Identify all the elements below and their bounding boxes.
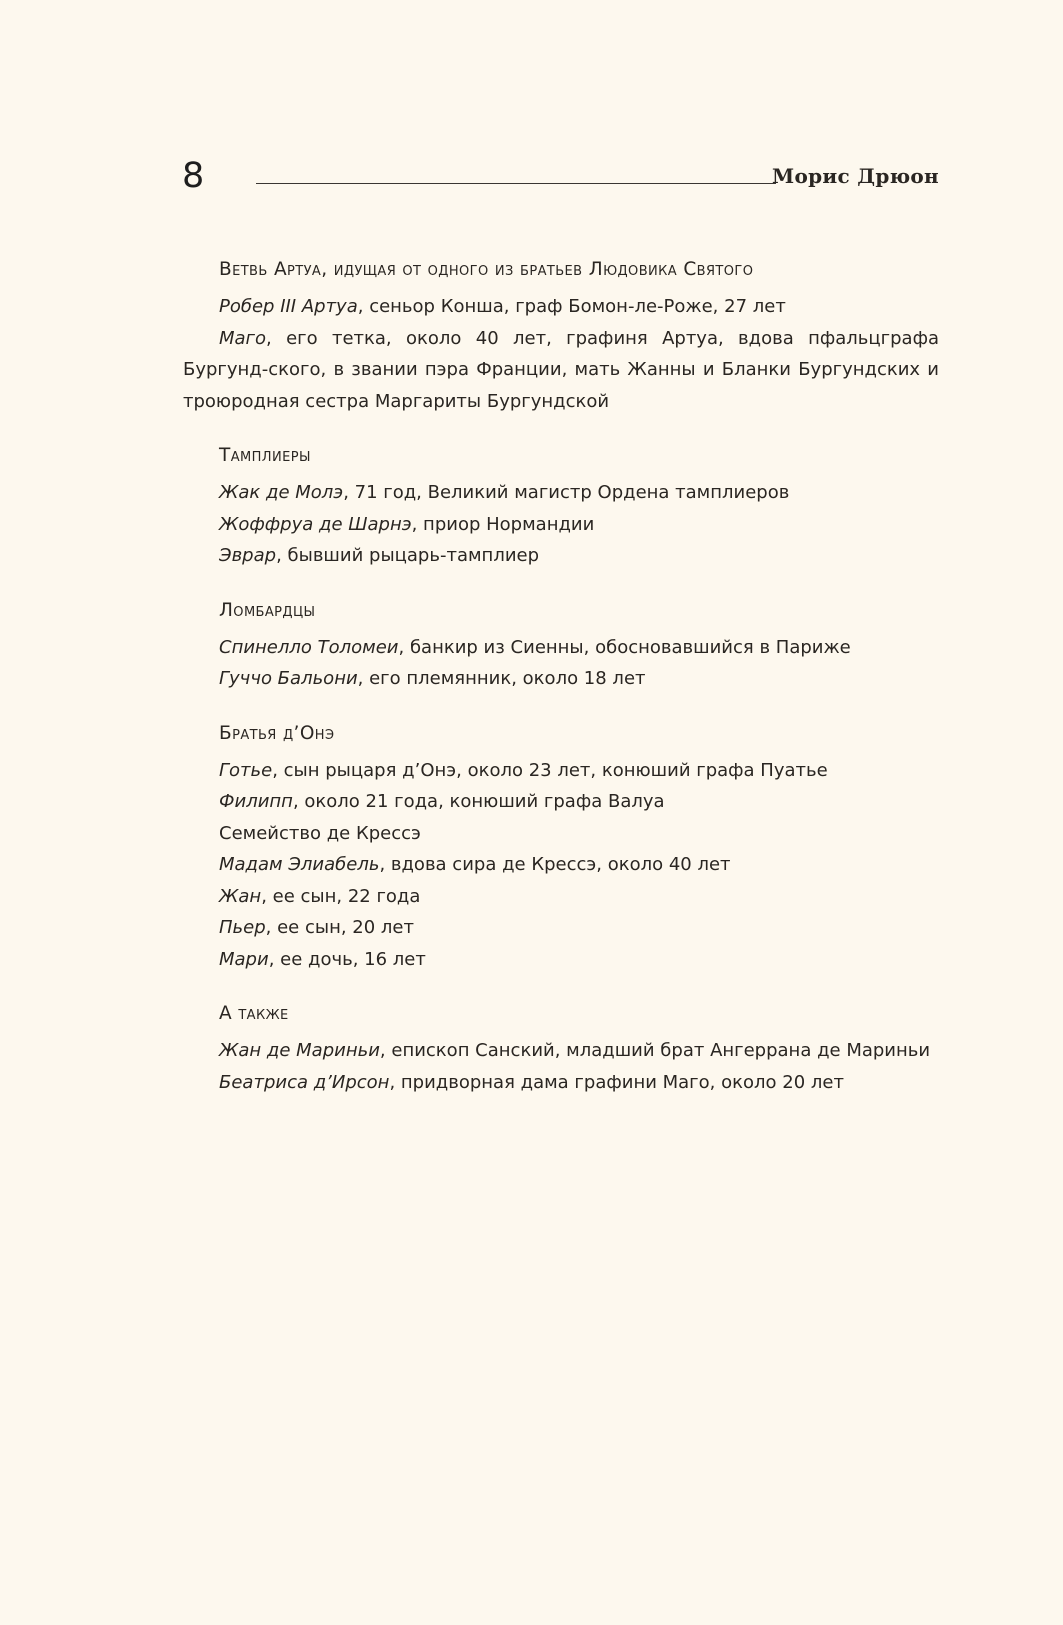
list-item xyxy=(183,291,939,323)
section-aunay-brothers xyxy=(183,719,939,976)
section-artois xyxy=(183,255,939,417)
list-item xyxy=(183,509,939,541)
character-name: Беатриса д’Ирсон xyxy=(219,1071,390,1093)
character-name: Жан де Мариньи xyxy=(219,1040,380,1061)
character-name: Эврар xyxy=(219,545,277,566)
character-description: , его племянник, около 18 лет xyxy=(357,668,646,689)
character-description: , ее сын, 20 лет xyxy=(265,917,414,938)
list-item xyxy=(183,1067,939,1099)
character-description: , епископ Санский, младший брат Ангеррана де Мариньи xyxy=(379,1040,931,1061)
section-lombards xyxy=(183,596,939,695)
character-name: Мари xyxy=(219,948,269,970)
section-title: А также xyxy=(219,1003,289,1024)
section-title: Тамплиеры xyxy=(219,445,311,466)
section-gap xyxy=(183,695,939,719)
list-item xyxy=(183,944,939,976)
character-name: Филипп xyxy=(219,791,293,812)
page-number: 8 xyxy=(182,156,205,196)
section-gap xyxy=(183,572,939,596)
character-list xyxy=(183,255,939,1098)
character-description: , ее дочь, 16 лет xyxy=(268,948,426,970)
character-description: , около 21 года, конюший графа Валуа xyxy=(292,791,665,812)
list-item xyxy=(183,663,939,695)
section-title: Братья д’Онэ xyxy=(219,722,335,744)
list-item xyxy=(183,540,939,572)
list-item xyxy=(183,849,939,881)
character-name: Жан xyxy=(219,885,262,907)
page-header xyxy=(182,152,939,202)
character-name: Робер III Артуа xyxy=(219,296,358,317)
character-description: , бывший рыцарь-тамплиер xyxy=(276,545,540,566)
list-item xyxy=(183,477,939,509)
list-item xyxy=(183,786,939,818)
section-templars xyxy=(183,441,939,572)
character-description: , ее сын, 22 года xyxy=(261,885,421,907)
character-name: Маго xyxy=(219,327,267,349)
section-gap xyxy=(183,417,939,441)
section-gap xyxy=(183,975,939,999)
section-also xyxy=(183,999,939,1098)
character-description: , придворная дама графини Маго, около 20 лет xyxy=(389,1071,844,1093)
character-description: , вдова сира де Крессэ, около 40 лет xyxy=(379,854,731,875)
character-name: Спинелло Толомеи xyxy=(219,636,399,658)
list-item xyxy=(183,632,939,664)
section-title: Ломбардцы xyxy=(219,599,316,621)
character-description: , сын рыцаря д’Онэ, около 23 лет, конюший графа Пуатье xyxy=(272,759,828,781)
section-title: Ветвь Артуа, идущая от одного из братьев Людовика Святого xyxy=(219,259,754,280)
running-title: Морис Дрюон xyxy=(772,164,939,188)
list-item xyxy=(183,818,939,850)
character-name: Жак де Молэ xyxy=(219,482,344,503)
character-description: , приор Нормандии xyxy=(411,513,595,535)
character-name: Жоффруа де Шарнэ xyxy=(219,513,412,535)
list-item xyxy=(183,323,939,418)
header-rule xyxy=(256,183,776,184)
list-item xyxy=(183,1035,939,1067)
character-name: Мадам Элиабель xyxy=(219,854,380,875)
character-description: , банкир из Сиенны, обосновавшийся в Париже xyxy=(398,636,851,658)
list-item xyxy=(183,881,939,913)
character-description: Семейство де Крессэ xyxy=(219,822,421,844)
character-description: , его тетка, около 40 лет, графиня Артуа, вдова пфальцграфа Бургунд-ского, в звании пэра Франции, мать Жанны и Бланки Бургундских и троюродная сестра Маргариты Бургундской xyxy=(183,327,939,412)
character-description: , сеньор Конша, граф Бомон-ле-Роже, 27 лет xyxy=(357,296,786,317)
list-item xyxy=(183,755,939,787)
character-description: , 71 год, Великий магистр Ордена тамплиеров xyxy=(343,482,790,503)
list-item xyxy=(183,912,939,944)
character-name: Гуччо Бальони xyxy=(219,668,358,689)
character-name: Готье xyxy=(219,759,273,781)
character-name: Пьер xyxy=(219,917,266,938)
